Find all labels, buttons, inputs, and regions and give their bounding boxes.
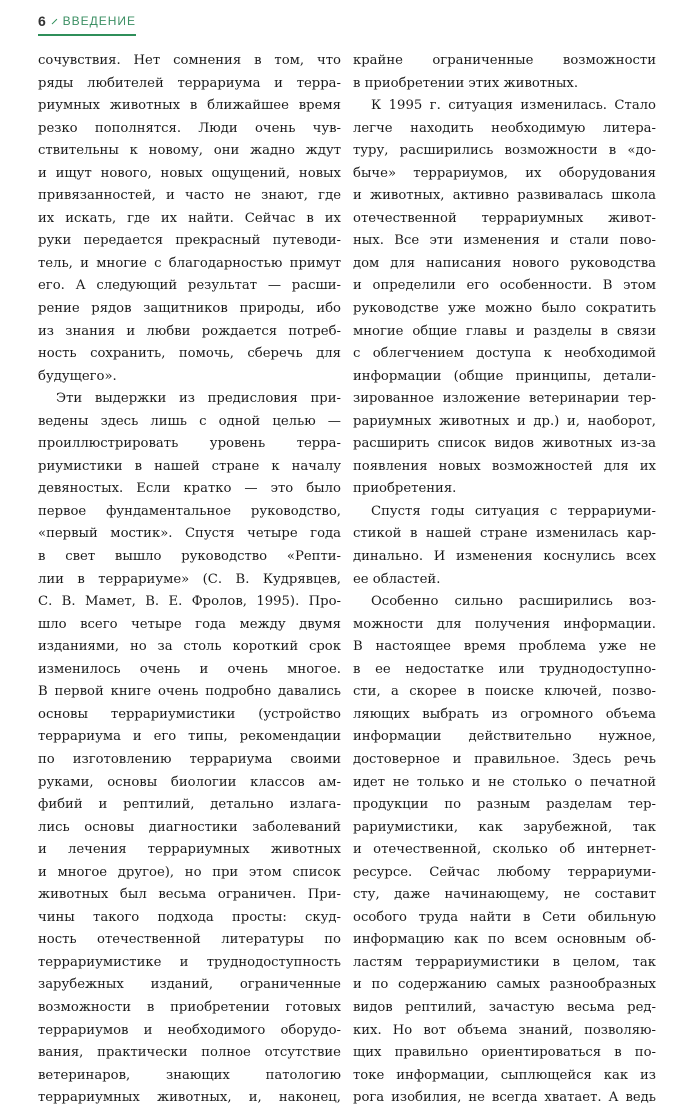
text-line: риумистики в нашей стране к началу: [38, 458, 341, 474]
text-line: ность отечественной литературы по: [38, 932, 341, 948]
text-line: и определили его особенности. В этом: [353, 278, 656, 294]
text-line: крайне ограниченные возможности: [353, 53, 656, 68]
section-title: ВВЕДЕНИЕ: [62, 14, 136, 28]
text-line: отечественной террариумных живот-: [353, 210, 656, 226]
text-line: в свет вышло руководство «Репти-: [38, 549, 341, 565]
text-line: террариума и его типы, рекомендации: [38, 729, 341, 745]
text-line: можности для получения информации.: [353, 616, 656, 632]
text-line: и животных, активно развивалась школа: [353, 188, 656, 204]
text-line: по изготовлению террариума своими: [38, 751, 341, 767]
text-line: девяностых. Если кратко — это было: [38, 481, 341, 497]
text-line: и по содержанию самых разнообразных: [353, 977, 656, 993]
text-line: Особенно сильно расширились воз-: [371, 594, 656, 610]
text-line: рение рядов защитников природы, ибо: [38, 301, 341, 317]
text-line: зарубежных изданий, ограниченные: [38, 977, 341, 993]
text-line: сту, даже начинающему, не составит: [353, 887, 656, 903]
text-line: ветеринаров, знающих патологию: [38, 1067, 341, 1083]
header-rule: [38, 34, 136, 36]
text-line: сти, а скорее в поиске ключей, позво-: [353, 684, 656, 700]
text-line: чины такого подхода просты: скуд-: [38, 909, 341, 925]
text-line: лии в террариуме» (С. В. Кудрявцев,: [38, 571, 341, 587]
text-line: фибий и рептилий, детально излага-: [38, 797, 341, 813]
text-line: динально. И изменения коснулись всех: [353, 549, 656, 565]
diamond-ornament-icon: [51, 18, 56, 23]
text-line: террариумных животных, и, наконец,: [38, 1090, 341, 1106]
text-line: К 1995 г. ситуация изменилась. Стало: [371, 98, 656, 114]
text-line: ствительны к новому, они жадно ждут: [38, 143, 341, 159]
text-line: руководстве уже можно было сократить: [353, 301, 656, 317]
text-line: животных был весьма ограничен. При-: [38, 887, 341, 903]
text-line: информацию как по всем основным об-: [353, 932, 656, 948]
page-number: 6: [38, 13, 46, 29]
text-line: рариумистики, как зарубежной, так: [353, 819, 656, 835]
text-line: легче находить необходимую литера-: [353, 120, 656, 136]
text-line: В настоящее время проблема уже не: [353, 639, 656, 655]
text-line: информации действительно нужное,: [353, 729, 656, 745]
text-line: и многое другое), но при этом список: [38, 864, 341, 880]
text-line: ластям террариумистики в целом, так: [353, 954, 656, 970]
text-line: шло всего четыре года между двумя: [38, 616, 341, 632]
text-line: видов рептилий, зачастую весьма ред-: [353, 999, 656, 1015]
left-column: [38, 50, 341, 1110]
text-line: Спустя годы ситуация с террариуми-: [371, 503, 656, 519]
text-line: ляющих выбрать из огромного объема: [353, 706, 656, 722]
text-line: достоверное и правильное. Здесь речь: [353, 751, 656, 767]
running-header: [38, 13, 136, 29]
text-line: появления новых возможностей для их: [353, 458, 656, 474]
text-line: и отечественной, сколько об интернет-: [353, 842, 656, 858]
text-line: основы террариумистики (устройство: [38, 706, 341, 722]
text-line: токе информации, сыплющейся как из: [353, 1067, 656, 1083]
text-line: Эти выдержки из предисловия при-: [56, 391, 341, 407]
text-line: ряды любителей террариума и терра-: [38, 75, 341, 91]
text-line: туру, расширились возможности в «до-: [353, 143, 656, 159]
text-line: первое фундаментальное руководство,: [38, 503, 341, 519]
text-line: ее областей.: [353, 571, 441, 587]
text-line: и лечения террариумных животных: [38, 842, 341, 858]
text-line: его. А следующий результат — расши-: [38, 278, 341, 294]
text-line: идет не только и не столько о печатной: [353, 774, 656, 790]
text-line: продукции по разным разделам тер-: [353, 797, 656, 813]
text-line: зированное изложение ветеринарии тер-: [353, 391, 656, 407]
text-line: дом для написания нового руководства: [353, 255, 656, 271]
text-line: с облегчением доступа к необходимой: [353, 346, 656, 362]
text-line: изменилось очень и очень многое.: [38, 661, 341, 677]
text-line: ных. Все эти изменения и стали пово-: [353, 233, 656, 249]
text-line: ресурсе. Сейчас любому террариуми-: [353, 864, 656, 880]
text-line: руки передается прекрасный путеводи-: [38, 233, 341, 249]
text-line: В первой книге очень подробно давались: [38, 684, 341, 700]
text-line: и ищут нового, новых ощущений, новых: [38, 165, 341, 181]
text-line: ведены здесь лишь с одной целью —: [38, 413, 341, 429]
text-line: в приобретении этих животных.: [353, 75, 579, 91]
text-line: проиллюстрировать уровень терра-: [38, 436, 341, 452]
text-line: руками, основы биологии классов ам-: [38, 774, 341, 790]
text-line: щих правильно ориентироваться в по-: [353, 1045, 656, 1061]
text-line: будущего».: [38, 368, 117, 384]
text-line: стикой в нашей стране изменилась кар-: [353, 526, 656, 542]
text-line: тель, и многие с благодарностью примут: [38, 255, 341, 271]
text-line: привязанностей, и часто не знают, где: [38, 188, 341, 204]
text-line: ких. Но вот объема знаний, позволяю-: [353, 1022, 656, 1038]
text-line: ность сохранить, помочь, сберечь для: [38, 346, 341, 362]
text-line: резко пополнятся. Люди очень чув-: [38, 120, 341, 136]
text-line: расширить список видов животных из-за: [353, 436, 656, 452]
text-line: возможности в приобретении готовых: [38, 999, 341, 1015]
text-line: террариумов и необходимого оборудо-: [38, 1022, 341, 1038]
text-line: рариумных животных и др.) и, наоборот,: [353, 413, 656, 429]
text-line: риумных животных в ближайшее время: [38, 98, 341, 114]
text-line: лись основы диагностики заболеваний: [38, 819, 341, 835]
text-line: «первый мостик». Спустя четыре года: [38, 526, 341, 542]
text-line: из знания и любви рождается потреб-: [38, 323, 341, 339]
text-line: рога изобилия, не всегда хватает. А ведь: [353, 1090, 656, 1106]
text-line: приобретения.: [353, 481, 457, 497]
text-line: информации (общие принципы, детали-: [353, 368, 656, 384]
text-line: террариумистике и труднодоступность: [38, 954, 341, 970]
text-line: их искать, где их найти. Сейчас в их: [38, 210, 341, 226]
text-line: особого труда найти в Сети обильную: [353, 909, 656, 925]
text-line: в ее недостатке или труднодоступно-: [353, 661, 656, 677]
text-line: С. В. Мамет, В. Е. Фролов, 1995). Про-: [38, 594, 341, 610]
right-column: [353, 50, 656, 1110]
text-line: быче» террариумов, их оборудования: [353, 165, 656, 181]
text-line: сочувствия. Нет сомнения в том, что: [38, 53, 341, 68]
text-line: вания, практически полное отсутствие: [38, 1045, 341, 1061]
text-line: многие общие главы и разделы в связи: [353, 323, 656, 339]
text-line: изданиями, но за столь короткий срок: [38, 639, 341, 655]
